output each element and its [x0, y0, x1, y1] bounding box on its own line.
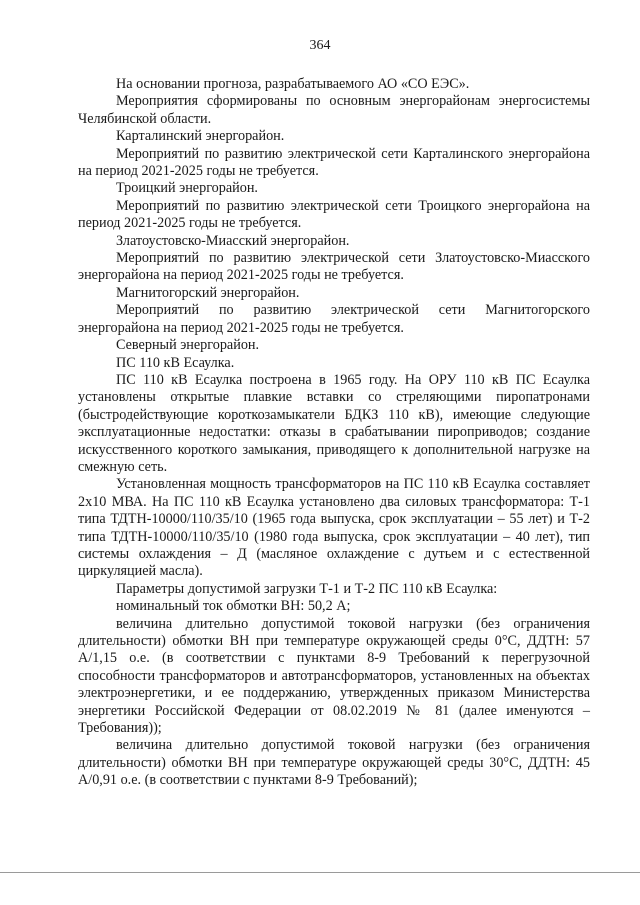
- paragraph: На основании прогноза, разрабатываемого АО «СО ЕЭС».: [116, 76, 470, 92]
- document-body: [78, 76, 590, 790]
- paragraph: Мероприятий по развитию электрической сети Магнитогорского энергорайона на период 2021-2025 годы не требуется.: [78, 302, 590, 336]
- list-item: номинальный ток обмотки ВН: 50,2 А;: [116, 598, 351, 615]
- bottom-divider: [0, 872, 640, 873]
- paragraph: Мероприятий по развитию электрической сети Троицкого энергорайона на период 2021-2025 годы не требуется.: [78, 197, 590, 232]
- section-heading: Троицкий энергорайон.: [116, 180, 258, 197]
- paragraph: Установленная мощность трансформаторов на ПС 110 кВ Есаулка составляет 2х10 МВА. На ПС 110 кВ Есаулка установлено два силовых трансформатора: Т-1 типа ТДТН-10000/110/35/10 (1965 года выпуска, срок эксплуатации – 55 лет) и Т-2 типа ТДТН-10000/110/35/10 (1980 года выпуска, срок эксплуатации – 40 лет), тип системы охлаждения – Д (масляное охлаждение с дутьем и с естественной циркуляцией масла).: [78, 476, 590, 580]
- section-heading: Магнитогорский энергорайон.: [116, 284, 300, 301]
- section-heading: Карталинский энергорайон.: [116, 128, 285, 145]
- page-number: 364: [309, 38, 331, 53]
- subsection-heading: ПС 110 кВ Есаулка.: [116, 354, 235, 371]
- paragraph: Мероприятий по развитию электрической сети Карталинского энергорайона на период 2021-2025 годы не требуется.: [78, 145, 590, 180]
- section-heading: Златоустовско-Миасский энергорайон.: [116, 232, 350, 249]
- list-item: величина длительно допустимой токовой нагрузки (без ограничения длительности) обмотки ВН при температуре окружающей среды 30°С, ДДТН: 45 А/0,91 о.е. (в соответствии с пунктами 8-9 Требований);: [78, 737, 590, 789]
- section-heading: Северный энергорайон.: [116, 337, 260, 354]
- paragraph: Мероприятий по развитию электрической сети Златоустовско-Миасского энергорайона на период 2021-2025 годы не требуется.: [78, 250, 590, 284]
- paragraph: Мероприятия сформированы по основным энергорайонам энергосистемы Челябинской области.: [78, 93, 590, 127]
- paragraph: Параметры допустимой загрузки Т-1 и Т-2 ПС 110 кВ Есаулка:: [116, 580, 498, 597]
- list-item: величина длительно допустимой токовой нагрузки (без ограничения длительности) обмотки ВН при температуре окружающей среды 0°С, ДДТН: 57 А/1,15 о.е. (в соответствии с пунктами 8-9 Требований к перегрузочной способности трансформаторов и автотрансформаторов, установленных на объектах электроэнергетики, и ее поддержанию, утвержденных приказом Министерства энергетики Российской Федерации от 08.02.2019 № 81 (далее именуются – Требования));: [78, 615, 590, 737]
- paragraph: ПС 110 кВ Есаулка построена в 1965 году. На ОРУ 110 кВ ПС Есаулка установлены открытые плавкие вставки со стреляющими пиропатронами (быстродействующие короткозамыкатели БДКЗ 110 кВ), имеющие следующие эксплуатационные недостатки: отказы в срабатывании пироприводов; создание искусственного короткого замыкания, приводящего к дополнительной нагрузке на смежную сеть.: [78, 371, 590, 475]
